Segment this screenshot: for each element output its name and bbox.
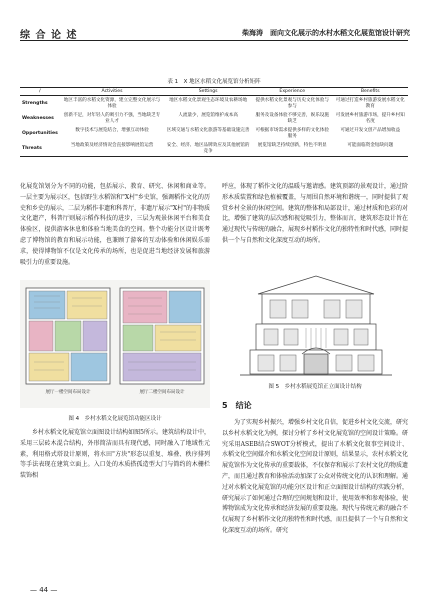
running-header: 柴海涛 面向文化展示的水村水稻文化展览馆设计研究 (242, 29, 410, 37)
body-paragraph: 乡村水稻文化展览馆立面图设计结构如图5所示。建筑结构设计中，采用三层砖木混合结构，外形简洁而具有现代感，同时融入了地域性元素，利用格式塔设计原则，将水田"方块"形态以重复、堆叠、秩序排列等手法表现在建筑立面上。入口处的木质搭孤造型大门与简约的木栅栏装饰相 (20, 429, 210, 480)
table-row (20, 126, 408, 141)
table-cell: 可根据市场需求提供多样的文化体验服务 (255, 127, 329, 139)
row-head: Threats (20, 141, 60, 157)
table-cell: 数字技术与展览结合，增强互动体验 (75, 127, 149, 133)
table-row (20, 96, 408, 112)
table-cell: 人流量少，展览馆维护成本高 (178, 112, 238, 118)
conclusion-paragraph: 为了实现乡村振兴，增强乡村文化自信，促进乡村文化交流，研究以乡村水稻文化为例，探讨分析了乡村文化展览馆的空间设计策略。研究采用ASEB结合SWOT分析模式，提出了水稻文化叙事空间设计、水稻文化空间媒介和水稻文化空间设计原则，结果显示，农村水稻文化展览馆作为文化传承的重要载体，不仅保存和展示了农村文化的物质遗产，而且通过教育和体验活动加深了公众对传统文化的认识和理解。通过对水稻文化展览馆的功能分区设计和正立面图设计结构的实践分析，研究展示了如何通过合理的空间规划和设计，使用效率和参观体验，使博物馆成为文化传承和经济发展的重要设施。现代与传统元素的融合不仅展现了乡村稻作文化的独特性和时代感，而且提供了一个与自然和文化深度互动的场所。研究 (222, 419, 408, 534)
table-caption: 表 1 X 地区水稻文化展览馆分析矩阵 (167, 79, 261, 85)
table-header-cell: Benefits (332, 88, 408, 96)
zone-lobby (71, 353, 107, 381)
table-header-row (20, 88, 408, 96)
table-cell: 服务及设备体验不够完善，娱乐设施缺乏 (255, 112, 329, 124)
table-cell: 地区水稻文化景观生态环境及农耕场地 (169, 97, 248, 103)
swot-table (20, 87, 408, 157)
row-head: Opportunities (22, 130, 58, 136)
zone-gallery (155, 325, 201, 351)
zone-terrace (123, 353, 201, 381)
zone-courtyard (55, 321, 81, 351)
table-cell: 展览馆缺乏持续创新，特色不明显 (252, 141, 332, 157)
zone-history (67, 291, 107, 319)
elevation-figure (236, 272, 396, 380)
plan-label-2f: 展厅二楼空间布局设计 (139, 390, 185, 395)
roof (258, 276, 374, 294)
floor-plan-figure (20, 280, 210, 408)
body-paragraph: 呼应，体现了稻作文化的温暖与邀请感。建筑顶部的景观设计，通过阶形木质装置和绿色植被覆盖，与周围自然环境和谐统一，同时提供了观赏乡村全景的休闲空间。建筑的整体和局部设计，通过材质和色彩的对比，增强了建筑的层次感和视觉吸引力，整体而言，建筑形态设计旨在通过现代与传统的融合，展现乡村稻作文化的独特性和时代感，同时提供一个与自然和文化深度互动的场所。 (222, 183, 408, 244)
table-cell: 可能面临资金短缺问题 (332, 141, 408, 157)
table-cell: 当地政策及经济情况会直接影响展馆运营 (60, 141, 164, 157)
table-cell: 提供水稻文化景观与历史文化体验与参与 (255, 97, 329, 109)
table-cell: 创新不足，对年轻人的吸引力不强，当地缺乏专业人才 (63, 112, 161, 124)
entrance-door (304, 354, 328, 374)
table-header-cell: Settings (164, 88, 252, 96)
zone-garden (123, 325, 153, 351)
table-header-cell: Activities (60, 88, 164, 96)
figure-5-caption: 图 5 乡村水稻展览馆正立面设计结构 (268, 384, 362, 390)
table-header-cell: Experience (252, 88, 332, 96)
zone-education (29, 321, 53, 351)
zone-heritage (123, 291, 167, 323)
zone-science (169, 291, 201, 323)
zone-shop (29, 353, 69, 381)
figure-4-caption: 图 4 乡村水稻文化展览馆功能区设计 (68, 416, 162, 422)
row-head: Weaknesses (22, 115, 54, 121)
zone-exhibit (29, 291, 65, 319)
table-cell: 可发展乡村旅游市场，提升乡村知名度 (335, 112, 405, 124)
plan-label-1f: 展厅一楼空间布局设计 (45, 390, 91, 395)
zone-research (83, 321, 107, 351)
second-floor-plan (120, 288, 204, 384)
table-cell: 可通过开发文创产品增加收益 (340, 127, 401, 133)
table-row (20, 111, 408, 126)
table-cell: 可通过打造乡村旅游发展水稻文化教育 (335, 97, 405, 109)
section-title: 5 结论 (222, 401, 252, 410)
table-cell: 安全、经济、地区品牌效应及其他展馆的竞争 (164, 141, 252, 157)
table-cell: 地区丰富的水稻文化资源，建立完整文化展示与体验 (63, 97, 161, 109)
header-rule (20, 40, 408, 41)
table-row (20, 141, 408, 157)
journal-section-title: 综 合 论 述 (20, 30, 78, 41)
first-floor-plan (26, 288, 110, 384)
table-header-cell: / (20, 88, 60, 96)
body-paragraph: 化展览馆划分为不同的功能，包括展示、教育、研究、休闲和商业等。一层主要为展示区，包括野生水稻馆和"X村"乡史馆，强调稻作文化的历史和乡史的展示，二层为稻作非遗和科普厅，非遗厅展示"X村"的非物质文化遗产，科普厅则展示稻作科技的进步，三层为观景休闲平台和美食体验区，提供游客休息和体验当地美食的空间。整个功能分区设计既考虑了博物馆的教育和展示功能，也兼顾了游客的互动体验和休闲娱乐需求，使得博物馆不仅是文化传承的场所，也是促进当地经济发展和旅游吸引力的重要设施。 (20, 183, 210, 266)
page-number: — 44 — (30, 586, 58, 594)
table-cell: 区域交通与水稻文化旅游等基础设施完善 (166, 127, 250, 133)
row-head: Strengths (22, 100, 48, 106)
